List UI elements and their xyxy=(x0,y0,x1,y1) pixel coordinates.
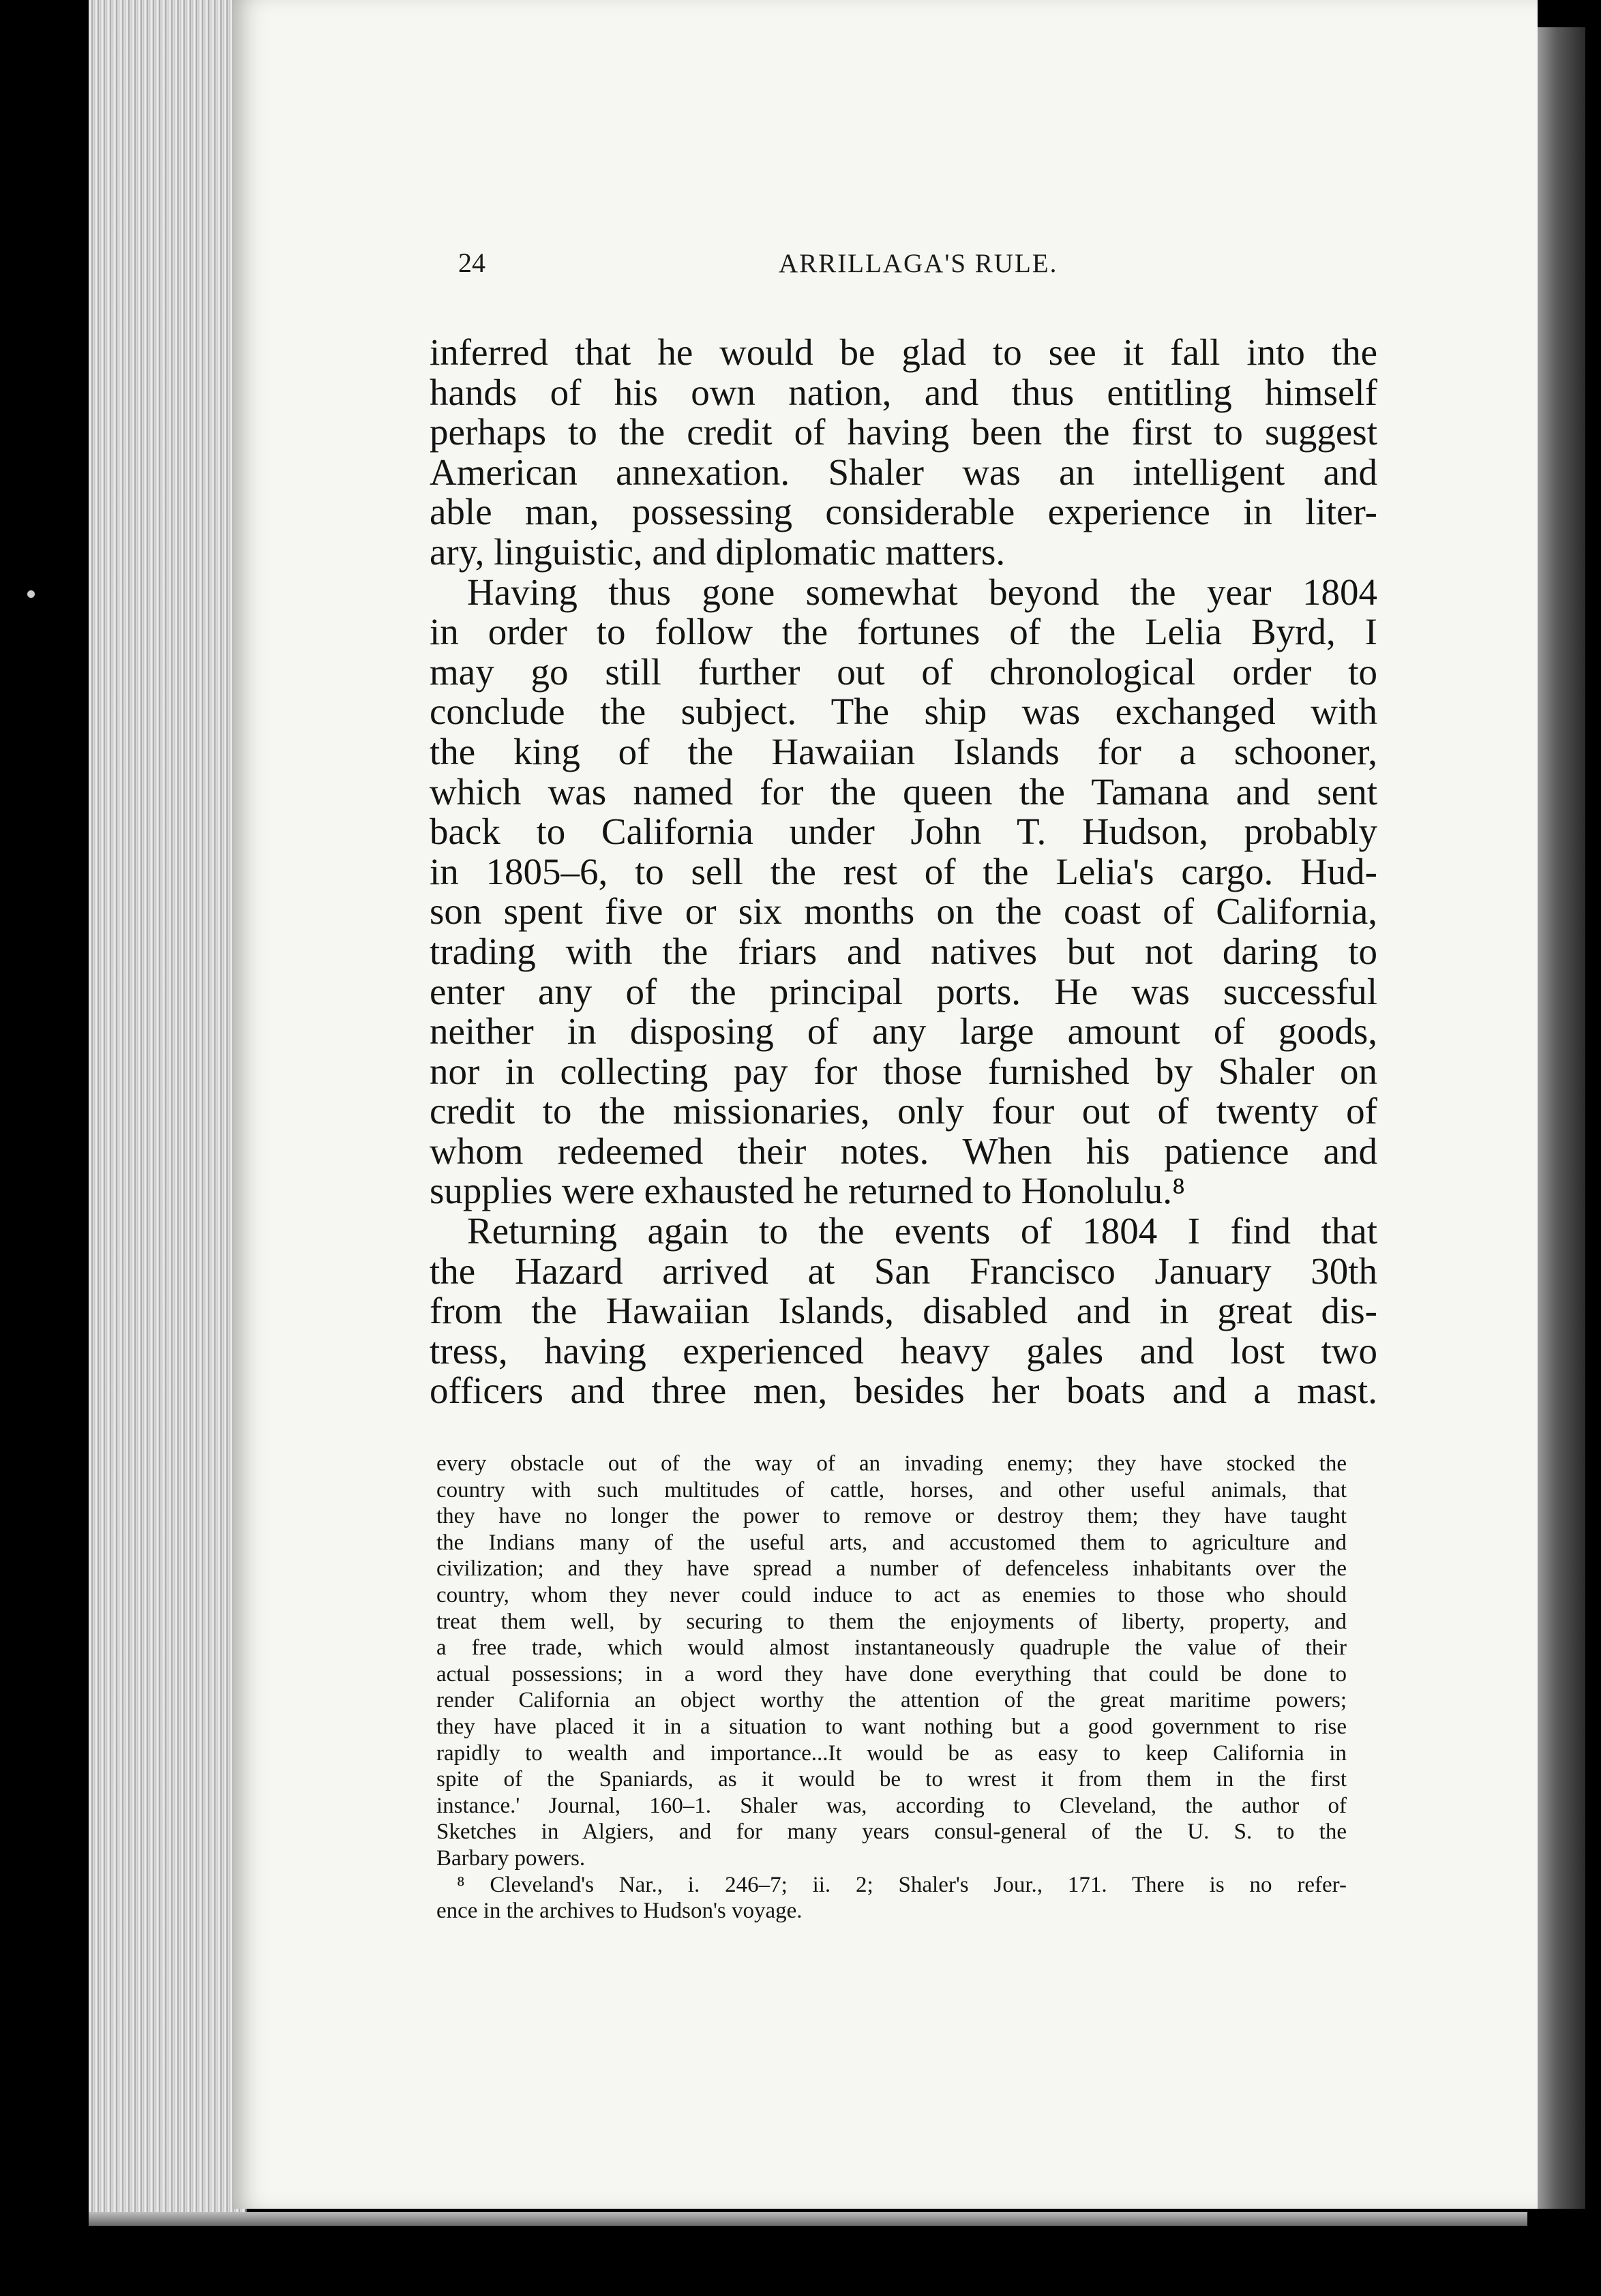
text-line: ary, linguistic, and diplomatic matters. xyxy=(430,530,1006,573)
footnote-line: spite of the Spaniards, as it would be to wrest it from them in the first xyxy=(436,1767,1347,1792)
text-line: which was named for the queen the Tamana and sent xyxy=(430,770,1377,813)
footnote-line: Sketches in Algiers, and for many years consul-general of the U. S. to the xyxy=(436,1819,1347,1845)
text-line: in order to follow the fortunes of the Lelia Byrd, I xyxy=(430,611,1377,653)
footnote-line: render California an object worthy the attention of the great maritime powers; xyxy=(436,1688,1347,1713)
text-line: officers and three men, besides her boats and a mast. xyxy=(430,1370,1377,1412)
running-title: ARRILLAGA'S RULE. xyxy=(779,249,1058,278)
page-bottom-edge xyxy=(89,2212,1527,2226)
footnote-line: country with such multitudes of cattle, horses, and other useful animals, that xyxy=(436,1477,1347,1502)
footnotes xyxy=(436,1451,1347,1924)
footnote-line: every obstacle out of the way of an invading enemy; they have stocked the xyxy=(436,1451,1347,1476)
footnote-line: they have no longer the power to remove or destroy them; they have taught xyxy=(436,1504,1347,1529)
footnote-line: instance.' Journal, 160–1. Shaler was, according to Cleveland, the author of xyxy=(436,1793,1347,1818)
text-line: Returning again to the events of 1804 I find that xyxy=(467,1210,1377,1252)
text-line: nor in collecting pay for those furnished by Shaler on xyxy=(430,1050,1377,1092)
text-line: trading with the friars and natives but not daring to xyxy=(430,930,1377,972)
text-line: back to California under John T. Hudson, probably xyxy=(430,811,1377,853)
text-line: in 1805–6, to sell the rest of the Lelia's cargo. Hud- xyxy=(430,850,1377,892)
footnote-line: they have placed it in a situation to want nothing but a good government to rise xyxy=(436,1714,1347,1739)
text-line: whom redeemed their notes. When his patience and xyxy=(430,1130,1377,1172)
footnote-line: civilization; and they have spread a number of defenceless inhabitants over the xyxy=(436,1556,1347,1582)
text-line: American annexation. Shaler was an intelligent and xyxy=(430,451,1377,493)
text-line: the king of the Hawaiian Islands for a schooner, xyxy=(430,730,1377,772)
footnote-line: Barbary powers. xyxy=(436,1845,586,1871)
text-line: neither in disposing of any large amount of goods, xyxy=(430,1010,1377,1053)
text-line: the Hazard arrived at San Francisco January 30th xyxy=(430,1250,1377,1292)
text-line: Having thus gone somewhat beyond the year 1804 xyxy=(467,571,1377,613)
text-line: may go still further out of chronological order to xyxy=(430,650,1377,693)
text-line: perhaps to the credit of having been the first to suggest xyxy=(430,411,1377,453)
footnote-line: treat them well, by securing to them the enjoyments of liberty, property, and xyxy=(436,1609,1347,1634)
text-line: supplies were exhausted he returned to Honolulu.⁸ xyxy=(430,1170,1186,1212)
text-line: able man, possessing considerable experience in liter- xyxy=(430,491,1377,533)
opposite-page-edge xyxy=(1538,27,1585,2209)
text-line: inferred that he would be glad to see it fall into the xyxy=(430,331,1377,373)
footnote-line: the Indians many of the useful arts, and accustomed them to agriculture and xyxy=(436,1530,1347,1555)
text-line: son spent five or six months on the coast of California, xyxy=(430,890,1377,933)
text-line: enter any of the principal ports. He was successful xyxy=(430,970,1377,1012)
footnote-line: rapidly to wealth and importance...It would be as easy to keep California in xyxy=(436,1740,1347,1766)
text-line: from the Hawaiian Islands, disabled and in great dis- xyxy=(430,1290,1377,1332)
text-line: hands of his own nation, and thus entitling himself xyxy=(430,371,1377,413)
footnote-line: actual possessions; in a word they have done everything that could be done to xyxy=(436,1661,1347,1687)
scan-dust-mark xyxy=(27,590,35,598)
text-line: conclude the subject. The ship was exchanged with xyxy=(430,691,1377,733)
text-line: credit to the missionaries, only four out of twenty of xyxy=(430,1090,1377,1132)
footnote-line: ⁸ Cleveland's Nar., i. 246–7; ii. 2; Shaler's Jour., 171. There is no refer- xyxy=(457,1872,1347,1897)
footnote-line: a free trade, which would almost instantaneously quadruple the value of their xyxy=(436,1635,1347,1661)
main-text xyxy=(430,333,1377,1411)
footnote-line: ence in the archives to Hudson's voyage. xyxy=(436,1899,803,1924)
running-head xyxy=(458,247,1386,288)
page-number: 24 xyxy=(458,247,485,278)
spine-shadow xyxy=(0,0,89,2296)
footnote-line: country, whom they never could induce to act as enemies to those who should xyxy=(436,1582,1347,1607)
text-line: tress, having experienced heavy gales and lost two xyxy=(430,1329,1377,1372)
page-edge-stack xyxy=(89,0,247,2212)
